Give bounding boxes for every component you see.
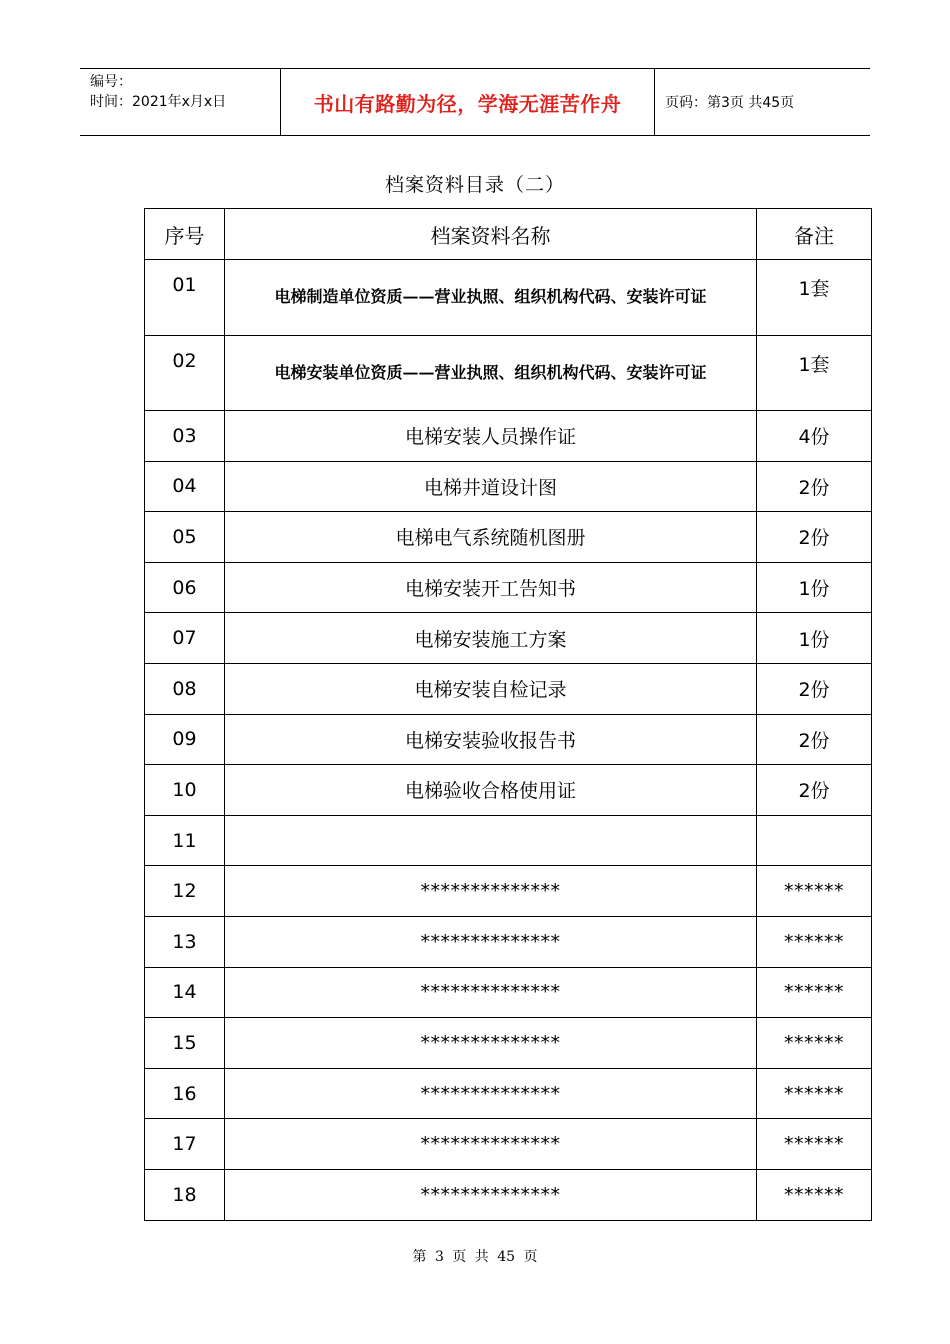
row-name: [225, 815, 757, 866]
row-number: 05: [145, 512, 225, 563]
row-number: 11: [145, 815, 225, 866]
row-name: 电梯井道设计图: [225, 461, 757, 512]
table-row: [145, 411, 872, 462]
row-note: 2份: [757, 714, 872, 765]
row-note: 4份: [757, 411, 872, 462]
header-page-info: [655, 69, 870, 135]
row-number: 15: [145, 1018, 225, 1069]
row-note: ******: [757, 967, 872, 1018]
row-number: 13: [145, 916, 225, 967]
row-note: ******: [757, 1068, 872, 1119]
row-name: **************: [225, 916, 757, 967]
time-label: 时间：2021年x月x日: [90, 94, 227, 110]
row-note: [757, 815, 872, 866]
row-name: **************: [225, 1169, 757, 1220]
row-name: 电梯制造单位资质——营业执照、组织机构代码、安装许可证: [225, 260, 757, 336]
row-name: 电梯验收合格使用证: [225, 765, 757, 816]
table-row: [145, 335, 872, 411]
header-motto: 书山有路勤为径，学海无涯苦作舟: [281, 69, 655, 135]
row-name: 电梯安装施工方案: [225, 613, 757, 664]
row-note: 1套: [757, 335, 872, 411]
row-number: 10: [145, 765, 225, 816]
row-number: 01: [145, 260, 225, 336]
row-number: 14: [145, 967, 225, 1018]
row-note: 2份: [757, 512, 872, 563]
row-number: 09: [145, 714, 225, 765]
row-name: 电梯安装人员操作证: [225, 411, 757, 462]
row-name: 电梯电气系统随机图册: [225, 512, 757, 563]
row-number: 07: [145, 613, 225, 664]
row-number: 16: [145, 1068, 225, 1119]
row-name: **************: [225, 1068, 757, 1119]
table-row: [145, 1169, 872, 1220]
row-note: 1套: [757, 260, 872, 336]
row-name: **************: [225, 967, 757, 1018]
header-note: 备注: [757, 209, 872, 260]
row-note: ******: [757, 1169, 872, 1220]
table-row: [145, 714, 872, 765]
header-meta: [80, 69, 281, 135]
table-row: [145, 1018, 872, 1069]
row-name: 电梯安装自检记录: [225, 663, 757, 714]
row-number: 03: [145, 411, 225, 462]
row-name: **************: [225, 1119, 757, 1170]
number-label: 编号：: [90, 74, 132, 90]
row-note: ******: [757, 866, 872, 917]
table-row: [145, 260, 872, 336]
table-row: [145, 663, 872, 714]
row-number: 18: [145, 1169, 225, 1220]
table-row: [145, 916, 872, 967]
row-name: **************: [225, 866, 757, 917]
table-header-row: [145, 209, 872, 260]
row-note: ******: [757, 1018, 872, 1069]
catalog-table: [144, 208, 872, 1221]
row-note: ******: [757, 1119, 872, 1170]
row-name: 电梯安装开工告知书: [225, 562, 757, 613]
header-name: 档案资料名称: [225, 209, 757, 260]
table-row: [145, 1068, 872, 1119]
row-number: 06: [145, 562, 225, 613]
row-number: 04: [145, 461, 225, 512]
document-title: 档案资料目录（二）: [384, 174, 565, 196]
table-row: [145, 461, 872, 512]
header-number: 序号: [145, 209, 225, 260]
row-name: 电梯安装验收报告书: [225, 714, 757, 765]
row-note: 1份: [757, 613, 872, 664]
row-note: 2份: [757, 461, 872, 512]
row-note: 1份: [757, 562, 872, 613]
row-number: 12: [145, 866, 225, 917]
table-row: [145, 967, 872, 1018]
row-note: ******: [757, 916, 872, 967]
row-note: 2份: [757, 663, 872, 714]
page-header: [80, 68, 870, 136]
row-name: **************: [225, 1018, 757, 1069]
row-number: 08: [145, 663, 225, 714]
table-row: [145, 765, 872, 816]
table-row: [145, 512, 872, 563]
page-footer: 第 3 页 共 45 页: [412, 1249, 538, 1265]
page-label: 页码：第3页 共45页: [665, 95, 795, 111]
table-row: [145, 866, 872, 917]
row-number: 02: [145, 335, 225, 411]
table-row: [145, 815, 872, 866]
table-row: [145, 562, 872, 613]
row-number: 17: [145, 1119, 225, 1170]
table-row: [145, 1119, 872, 1170]
table-row: [145, 613, 872, 664]
row-note: 2份: [757, 765, 872, 816]
row-name: 电梯安装单位资质——营业执照、组织机构代码、安装许可证: [225, 335, 757, 411]
